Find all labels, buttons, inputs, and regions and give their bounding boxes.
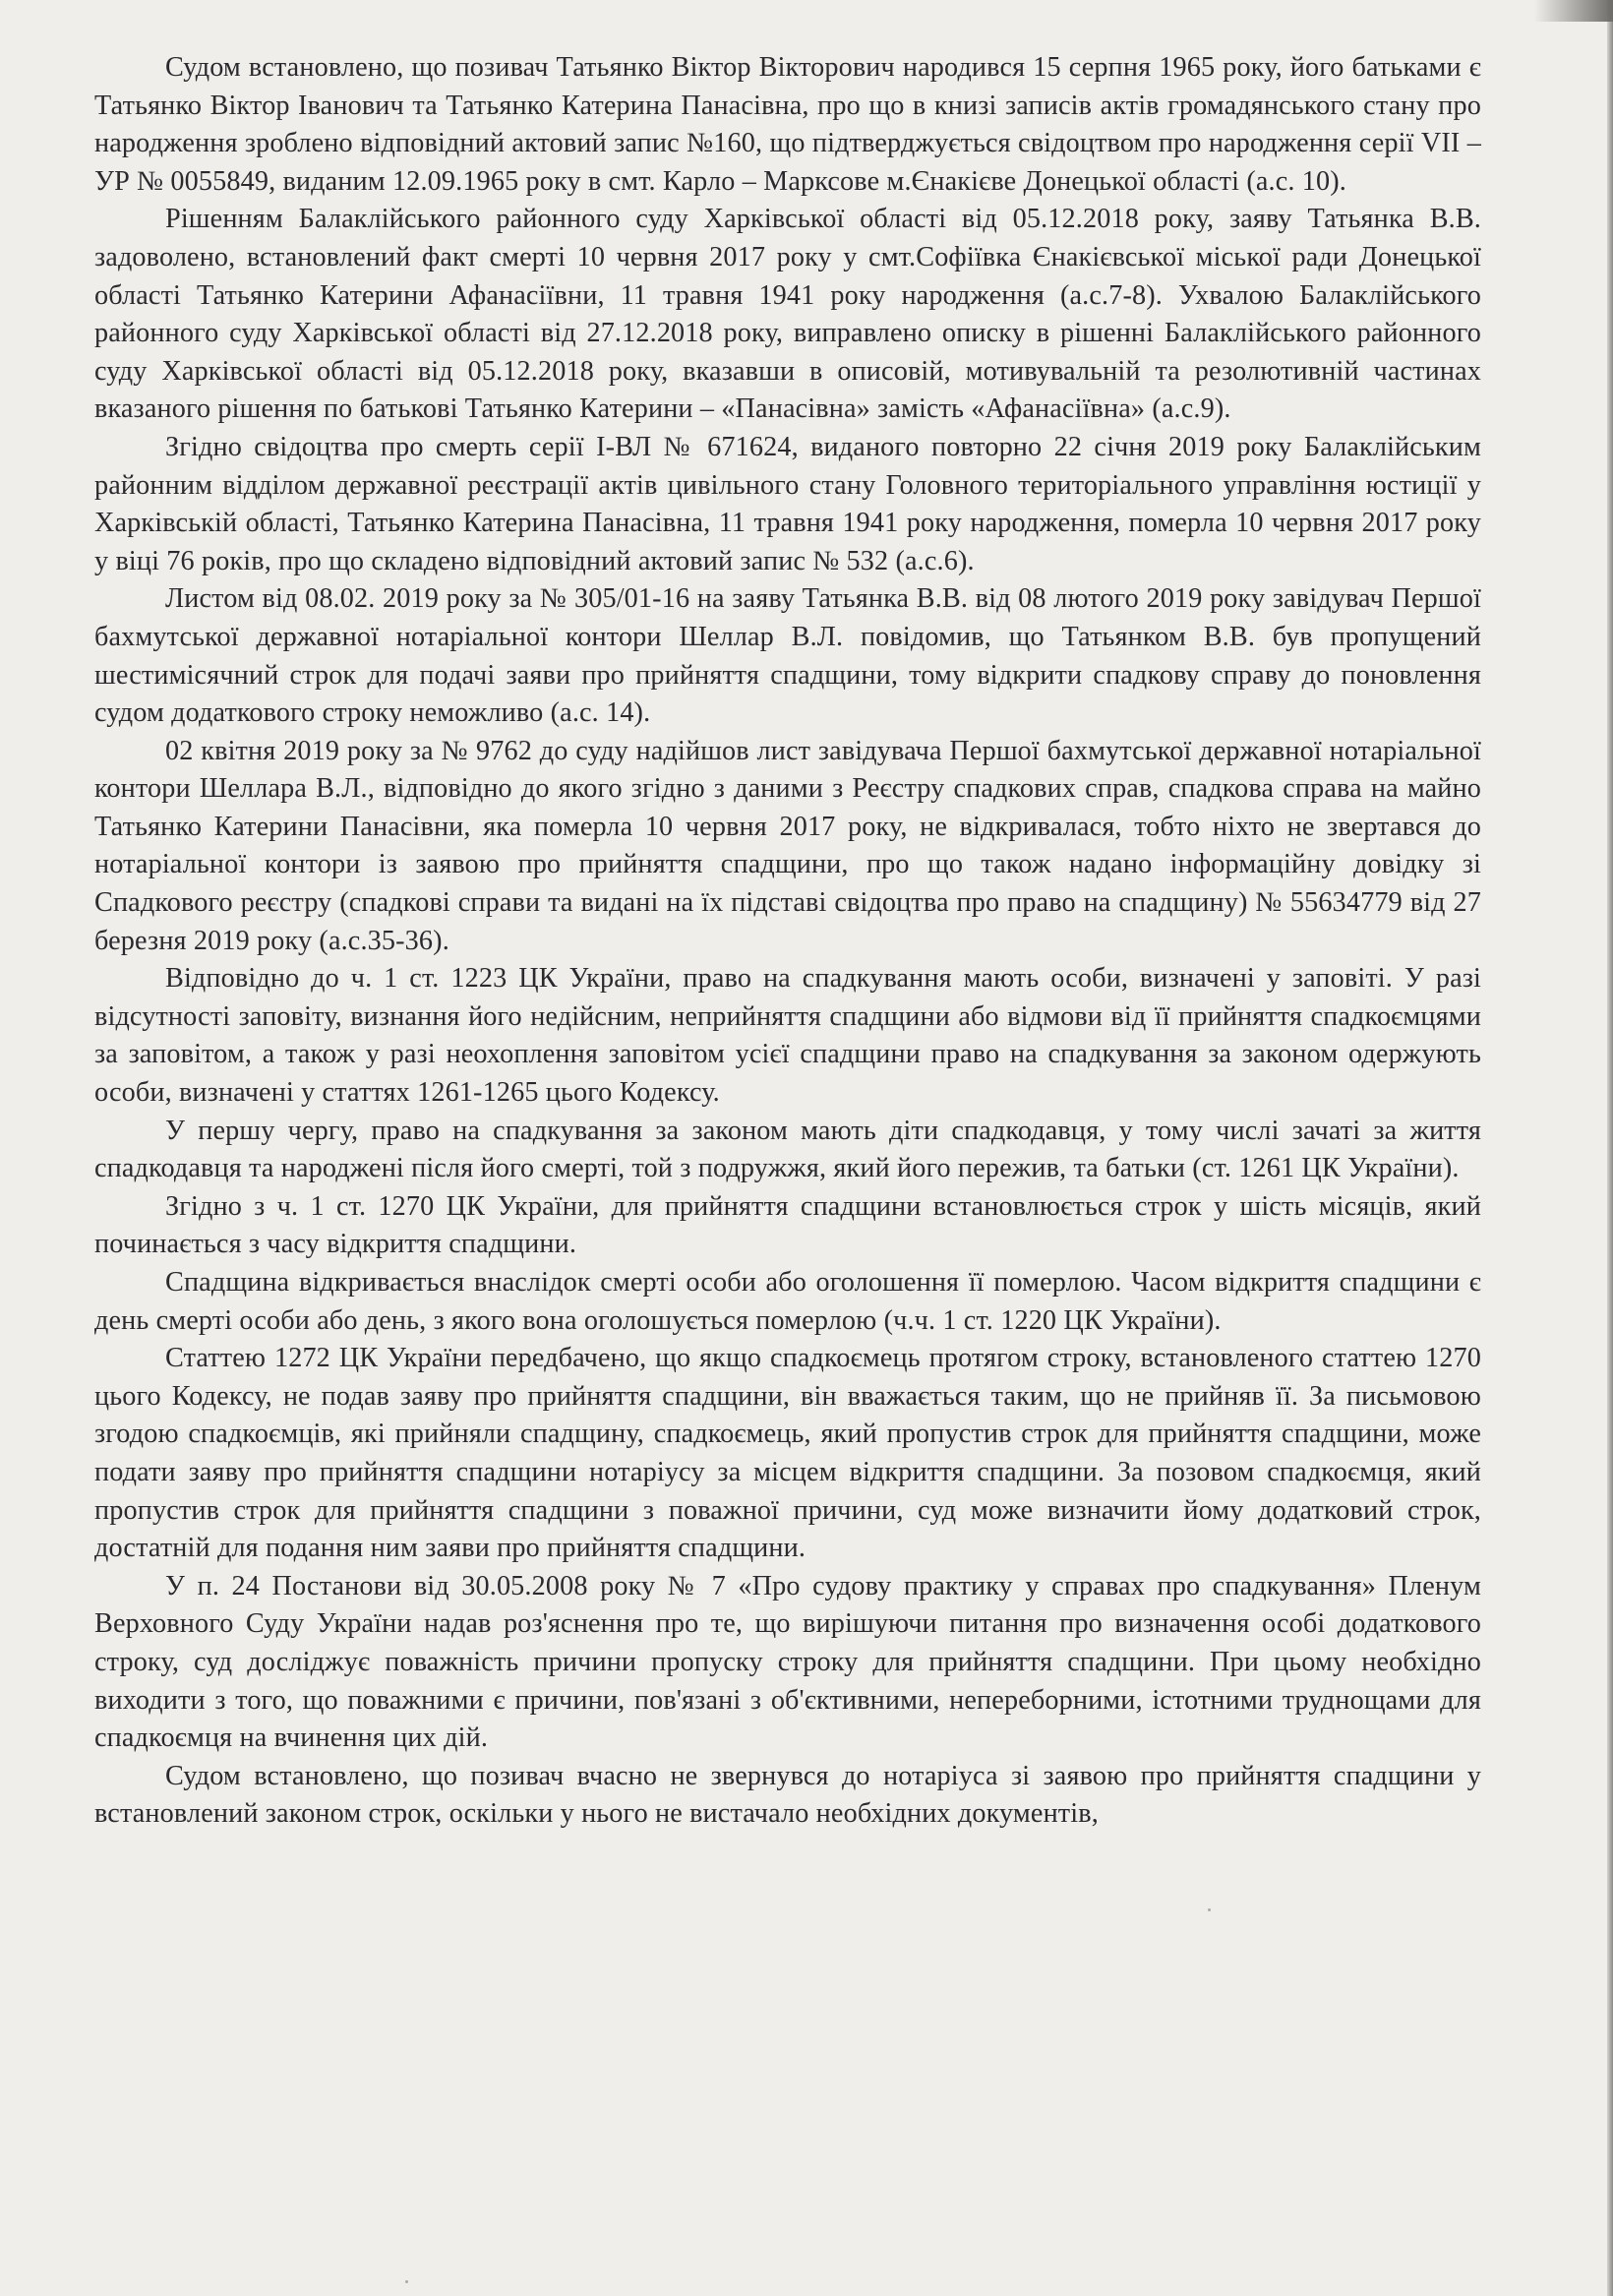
paragraph-plenum-resolution: У п. 24 Постанови від 30.05.2008 року № 7 «Про судову практику у справах про спадкування» Пленум Верховного Суду України надав роз'яснення про те, що вирішуючи питання про визначення особі додаткового строку, суд досліджує поважність причини пропуску строку для прийняття спадщини. При цьому необхідно виходити з того, що поважними є причини, пов'язані з об'єктивними, непереборними, істотними труднощами для спадкоємця на вчинення цих дій.: [94, 1570, 1481, 1754]
scan-speck: [1208, 1908, 1211, 1911]
page-edge-shadow: [1607, 0, 1613, 2296]
paragraph-article-1223: Відповідно до ч. 1 ст. 1223 ЦК України, право на спадкування мають особи, визначені у заповіті. У разі відсутності заповіту, визнання його недійсним, неприйняття спадщини або відмови від її прийняття спадкоємцями за заповітом, а також у разі неохоплення заповітом усієї спадщини право на спадкування за законом одержують особи, визначені у статтях 1261-1265 цього Кодексу.: [94, 963, 1481, 1109]
paragraph-article-1272: Статтею 1272 ЦК України передбачено, що якщо спадкоємець протягом строку, встановленого статтею 1270 цього Кодексу, не подав заяву про прийняття спадщини, він вважається таким, що не прийняв її. За письмовою згодою спадкоємців, які прийняли спадщину, спадкоємець, який пропустив строк для прийняття спадщини, може подати заяву про прийняття спадщини нотаріусу за місцем відкриття спадщини. За позовом спадкоємця, який пропустив строк для прийняття спадщини з поважної причини, суд може визначити йому додатковий строк, достатній для подання ним заяви про прийняття спадщини.: [94, 1343, 1481, 1564]
paragraph-notary-letter: Листом від 08.02. 2019 року за № 305/01-16 на заяву Татьянка В.В. від 08 лютого 2019 року завідувач Першої бахмутської державної нотаріальної контори Шеллар В.Л. повідомив, що Татьянком В.В. був пропущений шестимісячний строк для подачі заяви про прийняття спадщини, тому відкрити спадкову справу до поновлення судом додаткового строку неможливо (а.с. 14).: [94, 583, 1481, 729]
page-corner-shadow: [1534, 0, 1613, 22]
paragraph-first-order-heirs: У першу чергу, право на спадкування за законом мають діти спадкодавця, у тому числі зачаті за життя спадкодавця та народжені після його смерті, той з подружжя, який його пережив, та батьки (ст. 1261 ЦК України).: [94, 1115, 1481, 1184]
paragraph-death-fact-decision: Рішенням Балаклійського районного суду Харківської області від 05.12.2018 року, заяву Татьянка В.В. задоволено, встановлений факт смерті 10 червня 2017 року у смт.Софіївка Єнакієвської міської ради Донецької області Татьянко Катерини Афанасіївни, 11 травня 1941 року народження (а.с.7-8). Ухвалою Балаклійського районного суду Харківської області від 27.12.2018 року, виправлено описку в рішенні Балаклійського районного суду Харківської області від 05.12.2018 року, вказавши в описовій, мотивувальній та резолютивній частинах вказаного рішення по батькові Татьянко Катерини – «Панасівна» замість «Афанасіївна» (а.с.9).: [94, 204, 1481, 425]
scan-speck: [405, 2280, 408, 2283]
paragraph-article-1270: Згідно з ч. 1 ст. 1270 ЦК України, для прийняття спадщини встановлюється строк у шість місяців, який починається з часу відкриття спадщини.: [94, 1190, 1481, 1260]
paragraph-inheritance-registry: 02 квітня 2019 року за № 9762 до суду надійшов лист завідувача Першої бахмутської державної нотаріальної контори Шеллара В.Л., відповідно до якого згідно з даними з Реєстру спадкових справ, спадкова справа на майно Татьянко Катерини Панасівни, яка померла 10 червня 2017 року, не відкривалася, тобто ніхто не звертався до нотаріальної контори із заявою про прийняття спадщини, про що також надано інформаційну довідку зі Спадкового реєстру (спадкові справи та видані на їх підставі свідоцтва про право на спадщину) № 55634779 від 27 березня 2019 року (а.с.35-36).: [94, 735, 1481, 956]
document-body: [94, 49, 1481, 2272]
paragraph-death-certificate: Згідно свідоцтва про смерть серії І-ВЛ № 671624, виданого повторно 22 січня 2019 року Балаклійським районним відділом державної реєстрації актів цивільного стану Головного територіального управління юстиції у Харківській області, Татьянко Катерина Панасівна, 11 травня 1941 року народження, померла 10 червня 2017 року у віці 76 років, про що складено відповідний актовий запис № 532 (а.с.6).: [94, 431, 1481, 576]
paragraph-inheritance-opening: Спадщина відкривається внаслідок смерті особи або оголошення її померлою. Часом відкриття спадщини є день смерті особи або день, з якого вона оголошується померлою (ч.ч. 1 ст. 1220 ЦК України).: [94, 1267, 1481, 1336]
paragraph-court-finding: Судом встановлено, що позивач вчасно не звернувся до нотаріуса зі заявою про прийняття спадщини у встановлений законом строк, оскільки у нього не вистачало необхідних документів,: [94, 1760, 1481, 1830]
paragraph-birth: Судом встановлено, що позивач Татьянко Віктор Вікторович народився 15 серпня 1965 року, його батьками є Татьянко Віктор Іванович та Татьянко Катерина Панасівна, про що в книзі записів актів громадянського стану про народження зроблено відповідний актовий запис №160, що підтверджується свідоцтвом про народження серії VII – УР № 0055849, виданим 12.09.1965 року в смт. Карло – Марксове м.Єнакієве Донецької області (а.с. 10).: [94, 52, 1481, 197]
